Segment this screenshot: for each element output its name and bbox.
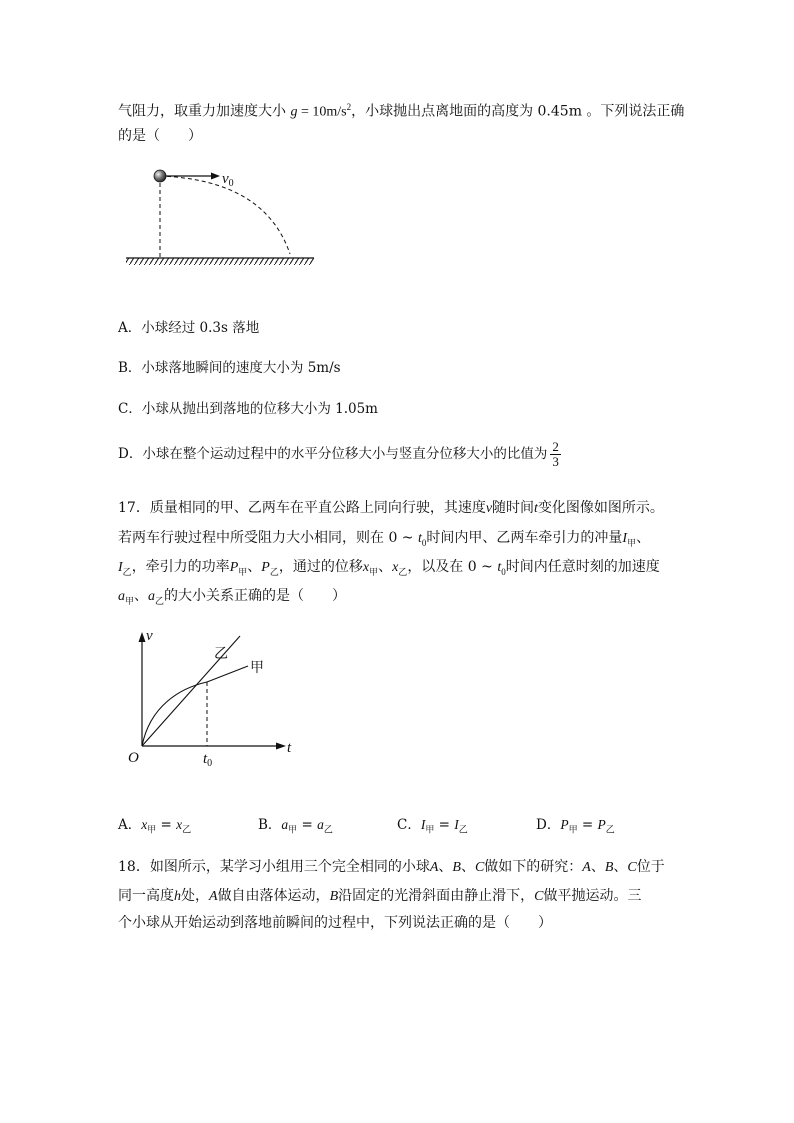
q18-line-2: 同一高度h处，A做自由落体运动，B沿固定的光滑斜面由静止滑下，C做平抛运动。三 xyxy=(118,888,642,904)
label-jia: 甲 xyxy=(250,660,264,676)
q16-line-1: 气阻力，取重力加速度大小 $g = 10m/s^2$，小球抛出点离地面的高度为 0.45m 。下列说法正确 xyxy=(118,102,685,120)
v-axis-arrow xyxy=(139,632,146,642)
q16-option-c[interactable]: C．小球从抛出到落地的位移大小为 1.05m xyxy=(118,401,378,417)
q16-option-b[interactable]: B．小球落地瞬间的速度大小为 5m/s xyxy=(118,360,341,376)
q17-line-4: $a_甲$、$a_乙$的大小关系正确的是（ ） xyxy=(118,588,347,607)
v-axis-label: v xyxy=(146,628,153,644)
q17-line-1: 17．质量相同的甲、乙两车在平直公路上同向行驶，其速度v随时间t变化图像如图所示。 xyxy=(118,500,664,516)
q18-line-1: 18．如图所示，某学习小组用三个完全相同的小球A、B、C做如下的研究：A、B、C位于 xyxy=(118,859,665,875)
fraction-2-3: $\frac{2}{3}$ xyxy=(552,439,559,469)
q17-option-c[interactable]: C．$I_甲 = I_乙$ xyxy=(397,817,468,836)
q16-option-a[interactable]: A．小球经过 0.3s 落地 xyxy=(118,320,260,336)
curve-jia xyxy=(142,666,248,746)
q17-option-a[interactable]: A．$x_甲 = x_乙$ xyxy=(118,817,192,836)
t0-label: $t_0$ xyxy=(203,751,213,769)
label-yi: 乙 xyxy=(214,646,228,662)
q16-line-2: 的是（ ） xyxy=(118,128,202,144)
t-axis-arrow xyxy=(276,743,286,750)
q16-option-d[interactable]: D．小球在整个运动过程中的水平分位移大小与竖直分位移大小的比值为 $\frac{2}{3}$ xyxy=(118,439,559,469)
v0-label: $v_0$ xyxy=(222,171,234,189)
q17-option-b[interactable]: B．$a_甲 = a_乙$ xyxy=(258,817,333,836)
origin-label: O xyxy=(128,750,139,766)
q17-line-2: 若两车行驶过程中所受阻力大小相同，则在 0 ~ $t_0$时间内甲、乙两车牵引力的冲量$I_甲$、 xyxy=(118,530,651,549)
q17-option-d[interactable]: D．$P_甲 = P_乙$ xyxy=(536,817,615,836)
t-axis-label: t xyxy=(287,740,292,756)
q18-line-3: 个小球从开始运动到落地前瞬间的过程中，下列说法正确的是（ ） xyxy=(118,915,552,931)
q17-line-3: $I_乙$，牵引力的功率$P_甲$、$P_乙$，通过的位移$x_甲$、$x_乙$，以及在 0 ~ $t_0$时间内任意时刻的加速度 xyxy=(118,559,660,578)
